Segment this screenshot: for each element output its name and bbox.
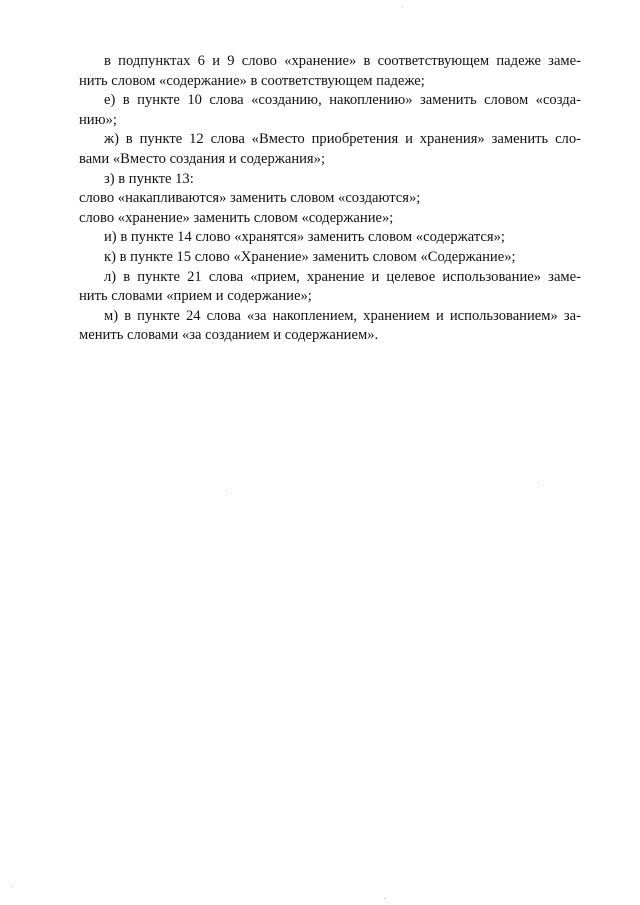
text-line: слово «накапливаются» заменить словом «создаются»; [79,190,421,207]
text-line: м) в пункте 24 слова «за накоплением, хранением и использованием» за- [104,307,581,324]
text-line: вами «Вместо создания и содержания»; [79,150,325,167]
text-line: ж) в пункте 12 слова «Вместо приобретения и хранения» заменить сло- [104,131,581,148]
text-line: и) в пункте 14 слово «хранятся» заменить словом «содержатся»; [104,229,505,246]
text-line: слово «хранение» заменить словом «содержание»; [79,209,394,226]
text-line: к) в пункте 15 слово «Хранение» заменить словом «Содержание»; [104,248,516,265]
text-line: нить словами «прием и содержание»; [79,288,312,305]
text-line: менить словами «за созданием и содержанием». [79,327,379,344]
text-line: з) в пункте 13: [104,170,194,187]
scan-speck [538,482,539,483]
scan-speck [384,898,385,899]
scan-speck [402,6,403,7]
text-line: л) в пункте 21 слова «прием, хранение и целевое использование» заме- [104,268,581,285]
text-line: нию»; [79,111,117,128]
text-line: в подпунктах 6 и 9 слово «хранение» в соответствующем падеже заме- [104,53,581,69]
text-line: нить словом «содержание» в соответствующем падеже; [79,72,425,89]
text-line: е) в пункте 10 слова «созданию, накоплению» заменить словом «созда- [104,92,581,109]
document-body [79,52,581,346]
scan-speck [226,490,227,491]
scan-speck [12,886,13,887]
